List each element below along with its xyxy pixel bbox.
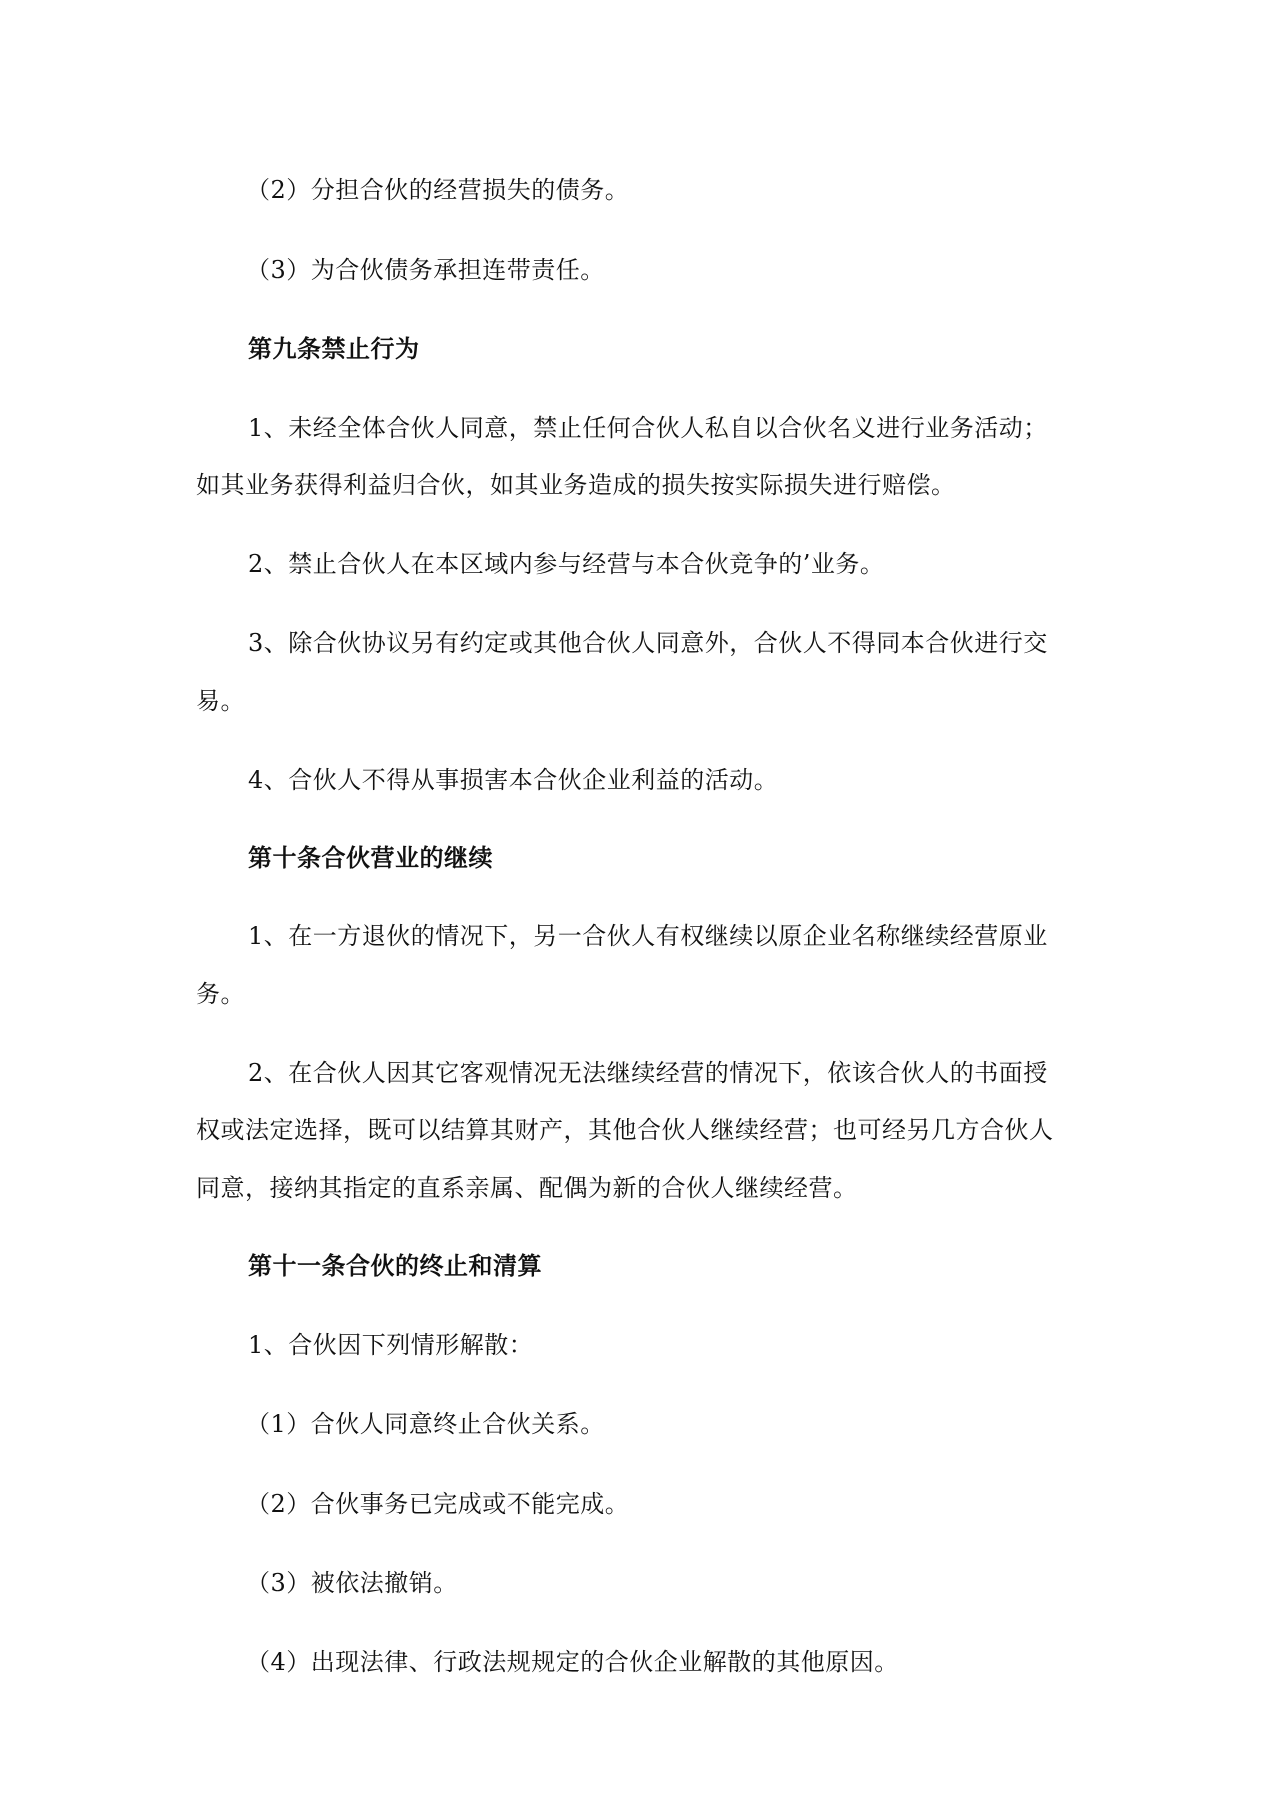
section-heading-11: 第十一条合伙的终止和清算 <box>248 1252 542 1280</box>
paragraph-11-1-item-1: （1）合伙人同意终止合伙关系。 <box>246 1410 605 1438</box>
paragraph-9-3-line2: 易。 <box>196 687 245 715</box>
paragraph-11-1: 1、合伙因下列情形解散： <box>248 1331 534 1359</box>
section-heading-10: 第十条合伙营业的继续 <box>248 844 493 872</box>
paragraph-10-2-line1: 2、在合伙人因其它客观情况无法继续经营的情况下，依该合伙人的书面授 <box>248 1059 1048 1087</box>
paragraph-10-1-line2: 务。 <box>196 980 245 1008</box>
paragraph-item-3: （3）为合伙债务承担连带责任。 <box>246 256 605 284</box>
paragraph-9-3-line1: 3、除合伙协议另有约定或其他合伙人同意外，合伙人不得同本合伙进行交 <box>248 629 1048 657</box>
paragraph-9-1-line1: 1、未经全体合伙人同意，禁止任何合伙人私自以合伙名义进行业务活动； <box>248 414 1048 442</box>
paragraph-item-2: （2）分担合伙的经营损失的债务。 <box>246 176 630 204</box>
section-heading-9: 第九条禁止行为 <box>248 335 420 363</box>
paragraph-11-1-item-4: （4）出现法律、行政法规规定的合伙企业解散的其他原因。 <box>246 1648 899 1676</box>
paragraph-9-4: 4、合伙人不得从事损害本合伙企业利益的活动。 <box>248 766 779 794</box>
paragraph-10-2-line2: 权或法定选择，既可以结算其财产，其他合伙人继续经营；也可经另几方合伙人 <box>196 1116 1054 1144</box>
paragraph-10-1-line1: 1、在一方退伙的情况下，另一合伙人有权继续以原企业名称继续经营原业 <box>248 922 1048 950</box>
paragraph-9-2: 2、禁止合伙人在本区域内参与经营与本合伙竞争的’业务。 <box>248 550 885 578</box>
paragraph-10-2-line3: 同意，接纳其指定的直系亲属、配偶为新的合伙人继续经营。 <box>196 1174 858 1202</box>
paragraph-11-1-item-2: （2）合伙事务已完成或不能完成。 <box>246 1490 630 1518</box>
paragraph-9-1-line2: 如其业务获得利益归合伙，如其业务造成的损失按实际损失进行赔偿。 <box>196 471 956 499</box>
paragraph-11-1-item-3: （3）被依法撤销。 <box>246 1569 458 1597</box>
